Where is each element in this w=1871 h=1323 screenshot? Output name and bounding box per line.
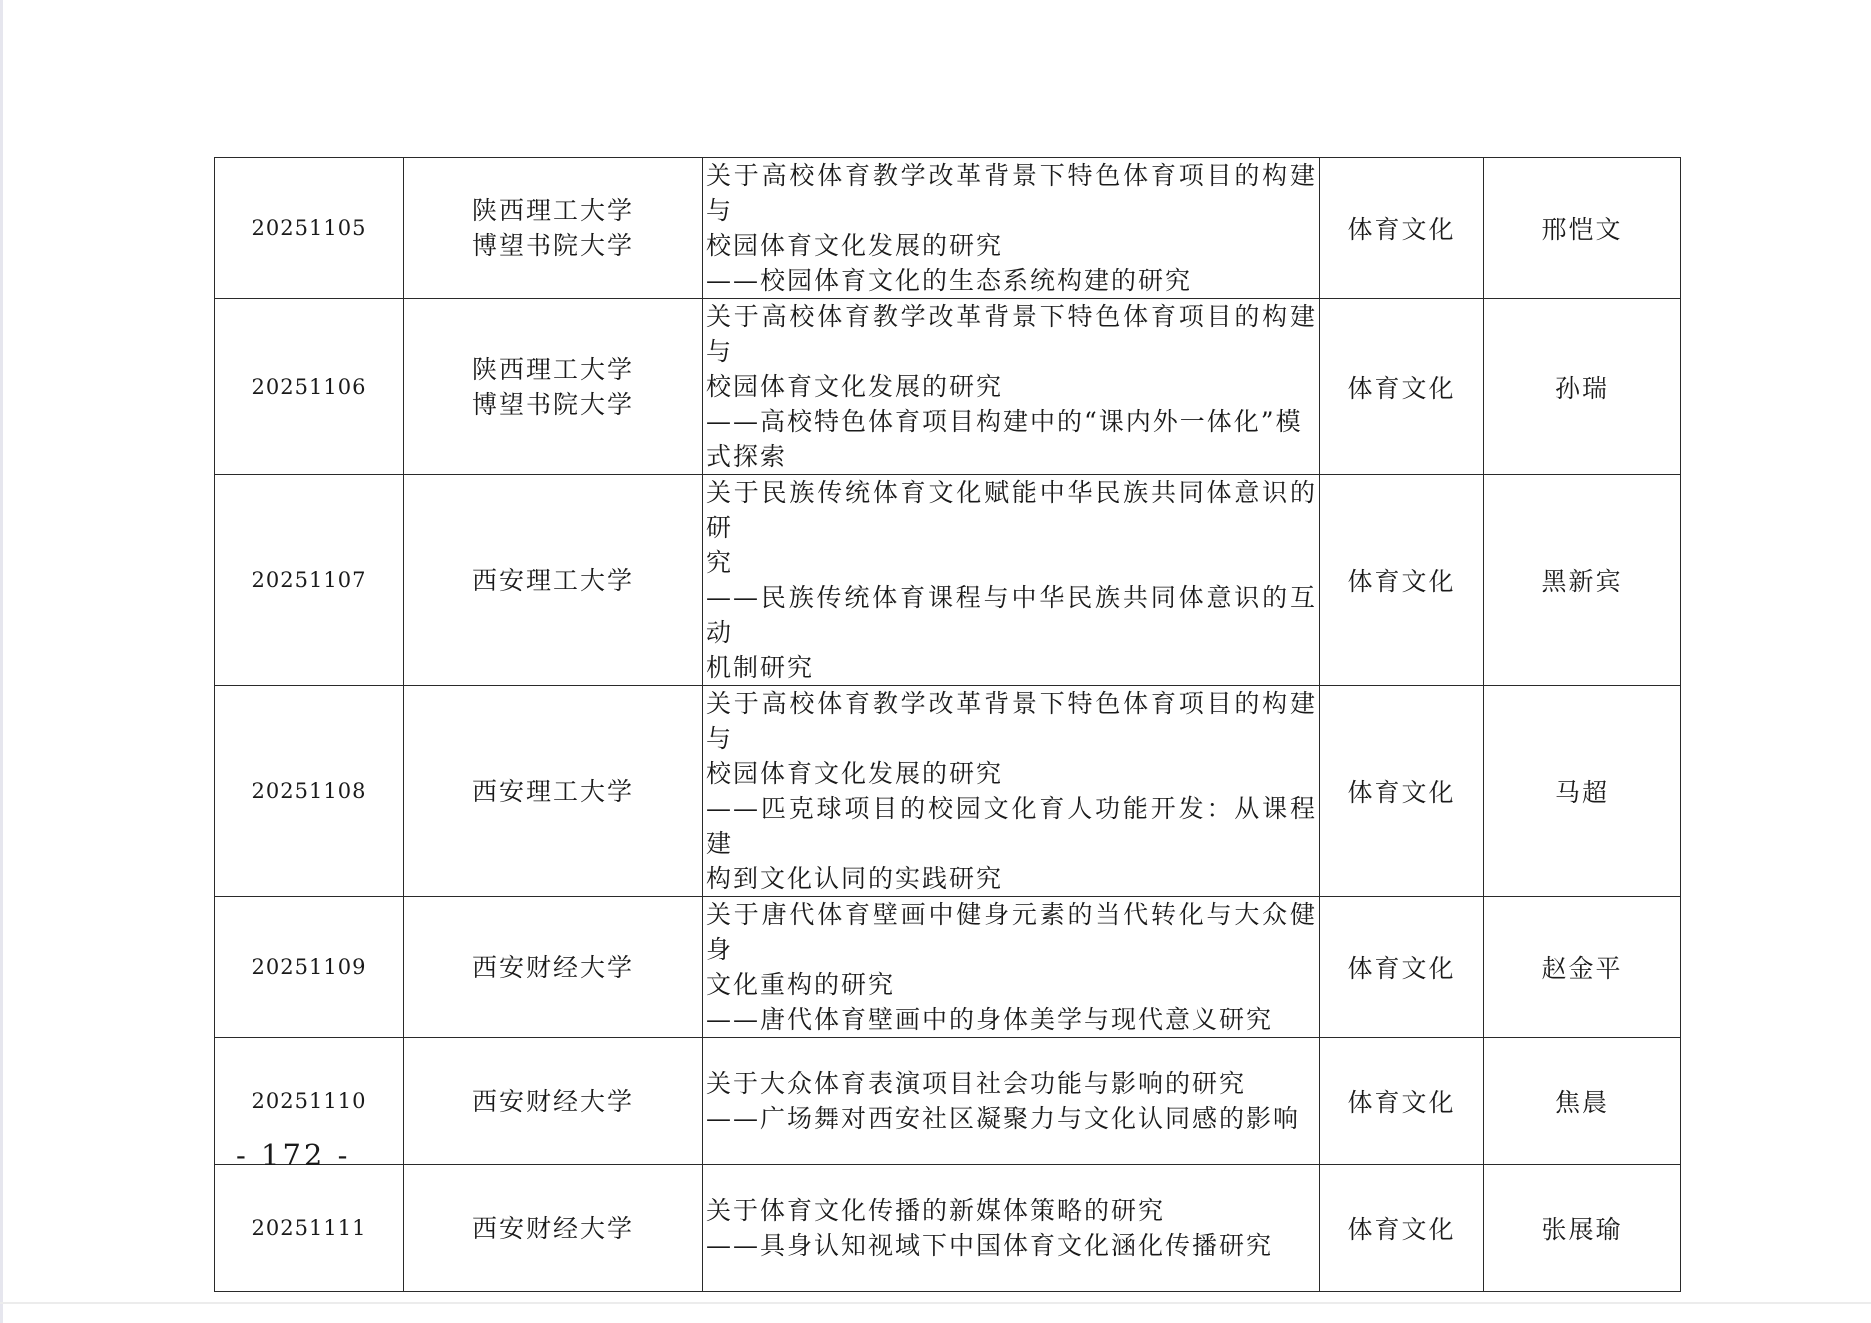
topic [703,158,1320,299]
topic-line: 关于体育文化传播的新媒体策略的研究 [706,1196,1166,1225]
topic-line: 关于高校体育教学改革背景下特色体育项目的构建与 [706,689,1317,753]
topic-line: ——匹克球项目的校园文化育人功能开发：从课程建 [706,794,1317,858]
institution-line: 西安财经大学 [471,952,634,982]
table-row [215,686,1681,897]
institution-line: 陕西理工大学 [471,196,634,225]
institution [404,1165,703,1292]
project-id: 20251105 [215,158,404,299]
topic-line: ——具身认知视域下中国体育文化涵化传播研究 [706,1231,1274,1260]
project-id: 20251110 [215,1038,404,1165]
topic-line: 校园体育文化发展的研究 [706,372,1004,401]
table-row [215,158,1681,299]
project-id: 20251109 [215,897,404,1038]
project-id: 20251108 [215,686,404,897]
topic [703,299,1320,475]
topic-line: 校园体育文化发展的研究 [706,759,1004,788]
institution [404,686,703,897]
person-name: 张展瑜 [1484,1165,1681,1292]
institution-line: 博望书院大学 [471,389,634,419]
category: 体育文化 [1320,475,1484,686]
topic-line: 关于高校体育教学改革背景下特色体育项目的构建与 [706,302,1317,366]
person-name: 孙瑞 [1484,299,1681,475]
person-name: 马超 [1484,686,1681,897]
institution [404,299,703,475]
topic-line: 式探索 [706,442,788,471]
institution-line: 西安理工大学 [471,776,634,806]
topic-line: 机制研究 [706,653,815,682]
institution [404,158,703,299]
person-name: 黑新宾 [1484,475,1681,686]
institution-line: 西安财经大学 [471,1213,634,1243]
institution [404,475,703,686]
person-name: 赵金平 [1484,897,1681,1038]
topic [703,1165,1320,1292]
person-name: 焦晨 [1484,1038,1681,1165]
category: 体育文化 [1320,897,1484,1038]
topic [703,1038,1320,1165]
institution [404,1038,703,1165]
table-row [215,1038,1681,1165]
page-edge [0,0,3,1323]
institution-line: 陕西理工大学 [471,354,634,384]
category: 体育文化 [1320,158,1484,299]
topic-line: ——民族传统体育课程与中华民族共同体意识的互动 [706,583,1317,647]
table-row [215,1165,1681,1292]
project-id: 20251111 [215,1165,404,1292]
project-id: 20251107 [215,475,404,686]
topic-line: 究 [706,548,734,577]
topic-line: 文化重构的研究 [706,970,896,999]
category: 体育文化 [1320,1165,1484,1292]
topic-line: 关于大众体育表演项目社会功能与影响的研究 [706,1069,1247,1098]
topic [703,897,1320,1038]
institution-line: 博望书院大学 [471,231,634,260]
table-row [215,897,1681,1038]
page-edge [0,1302,1871,1304]
topic-line: 校园体育文化发展的研究 [706,231,1004,260]
project-table [214,157,1681,1292]
category: 体育文化 [1320,299,1484,475]
institution-line: 西安财经大学 [471,1086,634,1116]
topic-line: 关于高校体育教学改革背景下特色体育项目的构建与 [706,161,1317,225]
project-id: 20251106 [215,299,404,475]
topic-line: ——唐代体育壁画中的身体美学与现代意义研究 [706,1005,1274,1034]
institution [404,897,703,1038]
topic-line: ——广场舞对西安社区凝聚力与文化认同感的影响 [706,1104,1301,1133]
topic-line: 关于唐代体育壁画中健身元素的当代转化与大众健身 [706,900,1317,964]
category: 体育文化 [1320,1038,1484,1165]
topic-line: ——校园体育文化的生态系统构建的研究 [706,266,1193,295]
topic-line: ——高校特色体育项目构建中的“课内外一体化”模 [706,407,1303,436]
page-number: - 172 - [236,1138,351,1172]
table-row [215,475,1681,686]
institution-line: 西安理工大学 [471,565,634,595]
topic [703,686,1320,897]
topic [703,475,1320,686]
table-row [215,299,1681,475]
topic-line: 构到文化认同的实践研究 [706,864,1004,893]
topic-line: 关于民族传统体育文化赋能中华民族共同体意识的研 [706,478,1317,542]
person-name: 邢恺文 [1484,158,1681,299]
category: 体育文化 [1320,686,1484,897]
